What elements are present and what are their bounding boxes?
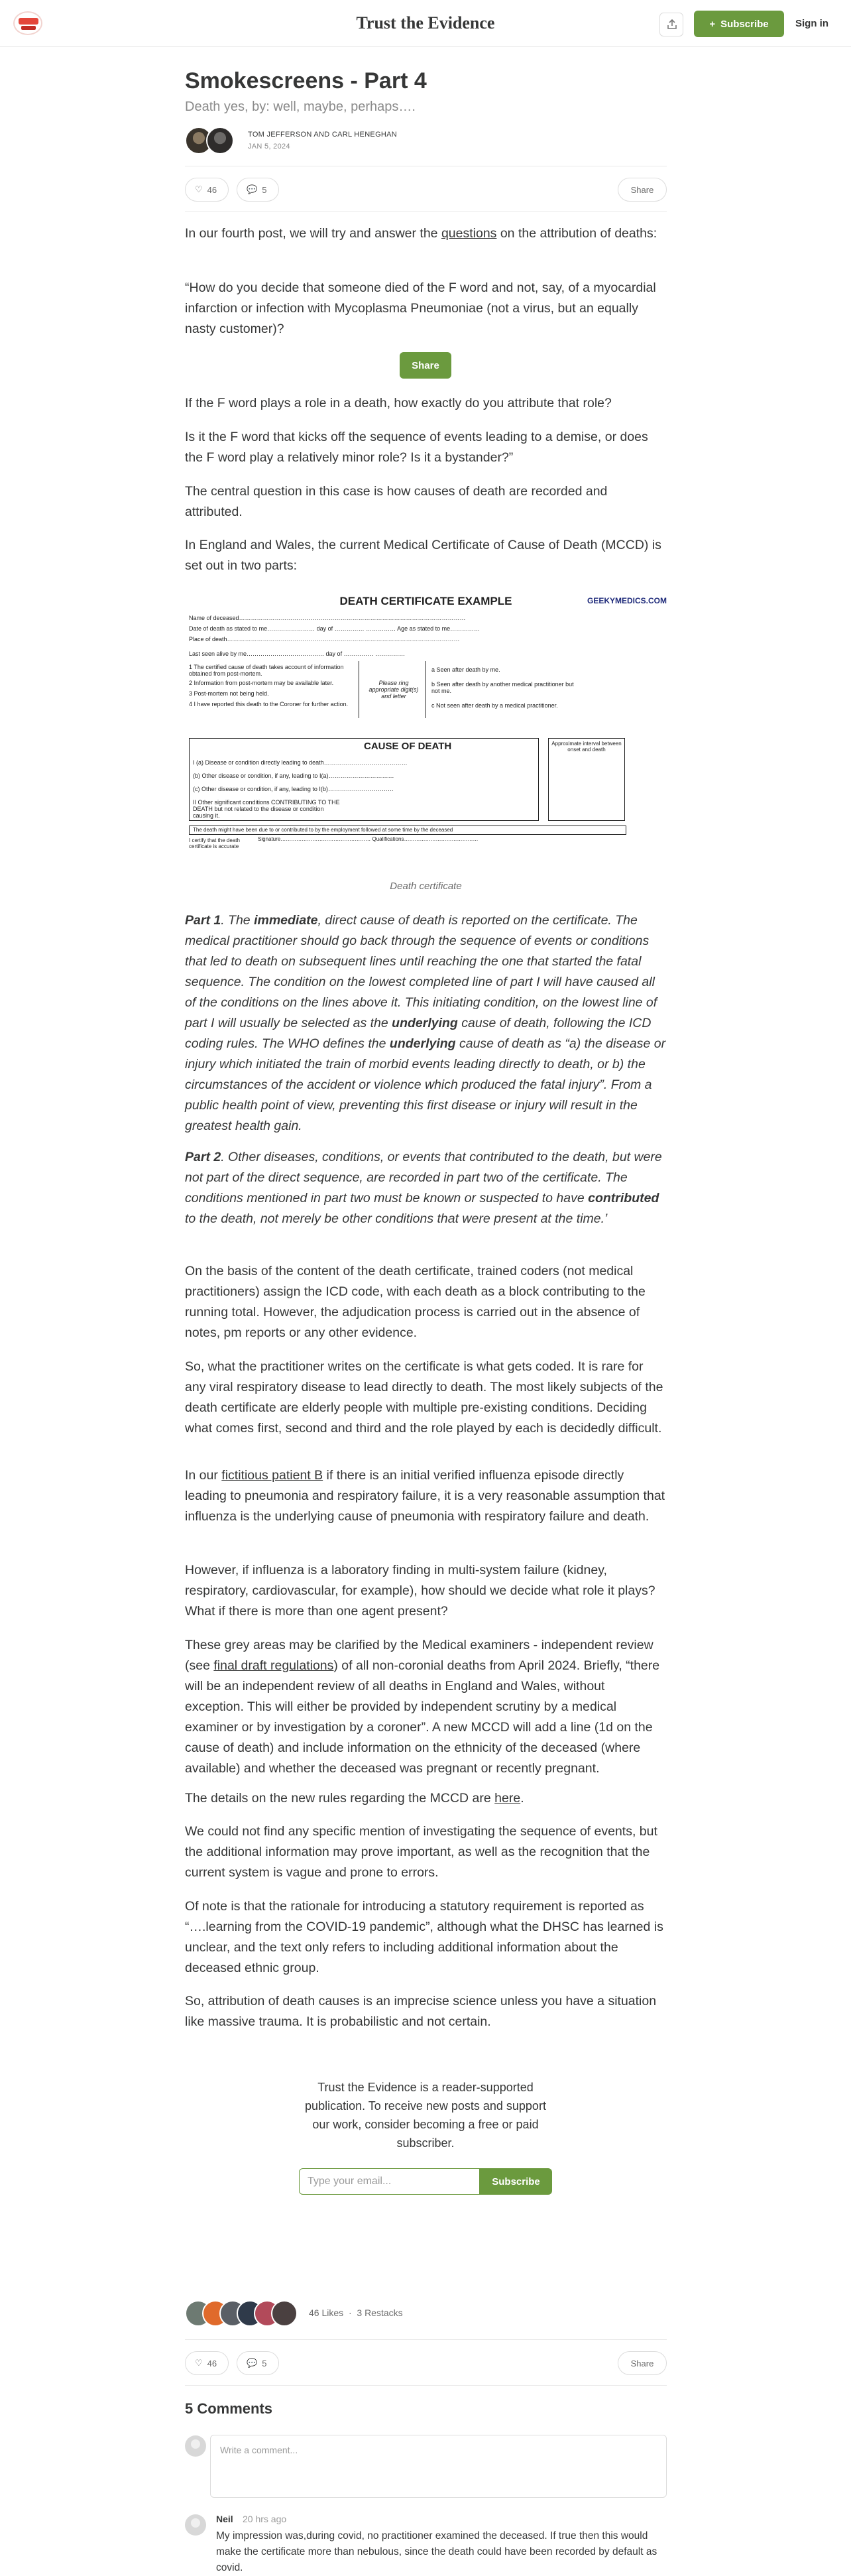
cert-line: (c) Other disease or condition, if any, leading to I(b)…………………………… bbox=[193, 786, 394, 792]
paragraph-intro: In our fourth post, we will try and answer the questions on the attribution of deaths: bbox=[185, 226, 657, 241]
cert-line: Place of death……………………………………………………………………………………………………… bbox=[189, 636, 460, 643]
paragraph-part2: Part 2. Other diseases, conditions, or events that contributed to the death, but were not part of the direct sequence, are recorded in part two of the certificate. The conditions mentioned in part two must be known or suspected to have contributed to the death, not merely be other conditions that were present at the time.’ bbox=[185, 1150, 662, 1226]
comment-icon: 💬 bbox=[247, 184, 258, 194]
likers-facepile[interactable] bbox=[185, 2300, 304, 2328]
cert-line: a Seen after death by me. bbox=[431, 666, 500, 673]
share-icon bbox=[666, 19, 678, 31]
paragraph: These grey areas may be clarified by the Medical examiners - independent review (see final draft regulations) of all non-coronial deaths from April 2024. Briefly, “there will be an independent review of all deaths in England and Wales, without exception. This will either be provided by independent scrutiny by a medical examiner or by investigation by a coroner”. A new MCCD will add a line (1d on the cause of death) and include information on the ethnicity of the deceased (where available) and whether the deceased was pregnant or recently pregnant. bbox=[185, 1638, 660, 1776]
paragraph: We could not find any specific mention of investigating the sequence of events, but the additional information may prove important, as well as the recognition that the current system is vague and prone to errors. bbox=[185, 1824, 657, 1880]
paragraph: Is it the F word that kicks off the sequence of events leading to a demise, or does the F word play a relatively minor role? Is it a bystander?” bbox=[185, 430, 648, 465]
questions-link[interactable]: questions bbox=[441, 226, 497, 241]
paragraph: So, attribution of death causes is an imprecise science unless you have a situation like massive trauma. It is probabilistic and not certain. bbox=[185, 1994, 657, 2029]
separator: · bbox=[348, 2307, 352, 2318]
subscribe-label: Subscribe bbox=[720, 18, 769, 30]
paragraph: In England and Wales, the current Medical Certificate of Cause of Death (MCCD) is set out in two parts: bbox=[185, 538, 661, 573]
image-caption: Death certificate bbox=[390, 881, 462, 892]
comment-input[interactable]: Write a comment... bbox=[210, 2435, 667, 2498]
share-button[interactable]: Share bbox=[618, 178, 667, 202]
death-certificate-image[interactable] bbox=[185, 592, 667, 849]
comment-icon: 💬 bbox=[247, 2358, 258, 2368]
post-title: Smokescreens - Part 4 bbox=[185, 68, 427, 93]
restacks-count-text[interactable]: 3 Restacks bbox=[357, 2307, 403, 2318]
cert-line: The death might have been due to or contributed to by the employment followed at some time by the deceased bbox=[193, 827, 453, 833]
comments-button[interactable] bbox=[237, 2351, 279, 2375]
cert-divider bbox=[425, 661, 426, 718]
likes-count-text[interactable]: 46 Likes bbox=[309, 2307, 344, 2318]
comments-heading: 5 Comments bbox=[185, 2400, 273, 2417]
heart-icon: ♡ bbox=[195, 184, 203, 194]
cert-line: II Other significant conditions CONTRIBUTING TO THE DEATH but not related to the disease or condition causing it. bbox=[193, 799, 340, 819]
post-authors[interactable]: TOM JEFFERSON AND CARL HENEGHAN bbox=[248, 131, 398, 139]
paragraph: The central question in this case is how causes of death are recorded and attributed. bbox=[185, 484, 608, 519]
paragraph: However, if influenza is a laboratory finding in multi-system failure (kidney, respiratory, cardiovascular, for example), how should we decide what role it plays? What if there is more than one agent present? bbox=[185, 1563, 655, 1619]
sign-in-link[interactable]: Sign in bbox=[795, 18, 828, 29]
cause-of-death-title: CAUSE OF DEATH bbox=[364, 741, 452, 752]
email-input[interactable]: Type your email... bbox=[299, 2168, 480, 2195]
cert-line: Approximate interval between onset and death bbox=[551, 741, 622, 753]
top-navigation-bar bbox=[0, 0, 851, 47]
here-link[interactable]: here bbox=[494, 1791, 521, 1806]
post-action-bar-top bbox=[185, 166, 667, 212]
paragraph: Of note is that the rationale for introducing a statutory requirement is reported as “….learning from the COVID-19 pandemic”, although what the DHSC has learned is unclear, and the text only refers to including additional information about the deceased ethnic group. bbox=[185, 1899, 663, 1975]
subscribe-submit-button[interactable]: Subscribe bbox=[480, 2168, 552, 2195]
publication-title[interactable]: Trust the Evidence bbox=[356, 13, 495, 32]
share-button-inline[interactable]: Share bbox=[400, 352, 451, 379]
commenter-name[interactable]: Neil bbox=[216, 2514, 233, 2524]
paragraph-part1: Part 1. The immediate, direct cause of death is reported on the certificate. The medical practitioner should go back through the sequence of events or conditions that led to death on subsequent lines until reaching the one that started the fatal sequence. The condition on the lowest completed line of part I will have caused all of the conditions on the lines above it. This initiating condition, on the lowest line of part I will usually be selected as the underlying cause of death, following the ICD coding rules. The WHO defines the underlying cause of death as “a) the disease or injury which initiated the train of morbid events leading directly to death, or b) the circumstances of the accident or violence which produced the fatal injury”. From a public health point of view, preventing this first disease or injury will result in the greatest health gain. bbox=[185, 913, 666, 1133]
author-avatars[interactable] bbox=[185, 127, 238, 156]
cert-line: 3 Post-mortem not being held. bbox=[189, 690, 269, 697]
paragraph: The details on the new rules regarding the MCCD are here. bbox=[185, 1791, 524, 1806]
post-date: JAN 5, 2024 bbox=[248, 143, 290, 151]
fictitious-patient-link[interactable]: fictitious patient B bbox=[221, 1468, 323, 1483]
commenter-avatar[interactable] bbox=[185, 2514, 206, 2536]
cert-line: Date of death as stated to me…………………… day of …………… …………… Age as stated to me…………… bbox=[189, 625, 481, 632]
share-button[interactable]: Share bbox=[618, 2351, 667, 2375]
likes-restacks-summary[interactable] bbox=[309, 2307, 403, 2318]
cert-line: Signature…………………………………………… Qualifications…………………………………… bbox=[258, 836, 479, 842]
share-icon-button[interactable] bbox=[659, 13, 683, 36]
like-count: 46 bbox=[207, 2358, 217, 2368]
like-button[interactable] bbox=[185, 2351, 229, 2375]
comment-time[interactable]: 20 hrs ago bbox=[243, 2514, 287, 2524]
post-action-bar-bottom bbox=[185, 2339, 667, 2386]
cert-line: Name of deceased…………………………………………………………………………………………………… bbox=[189, 615, 466, 621]
paragraph: So, what the practitioner writes on the certificate is what gets coded. It is rare for any viral respiratory disease to lead directly to death. The most likely subjects of the death certificate are elderly people with multiple pre-existing conditions. Deciding what comes first, second and third and the role played by each is decidedly difficult. bbox=[185, 1359, 663, 1436]
like-button[interactable] bbox=[185, 178, 229, 202]
comments-button[interactable] bbox=[237, 178, 279, 202]
subscribe-button[interactable] bbox=[694, 11, 784, 37]
cert-line: 4 I have reported this death to the Coroner for further action. bbox=[189, 701, 349, 707]
user-avatar bbox=[185, 2435, 206, 2457]
avatar[interactable] bbox=[271, 2300, 298, 2327]
final-draft-regulations-link[interactable]: final draft regulations bbox=[213, 1658, 334, 1673]
heart-icon: ♡ bbox=[195, 2358, 203, 2368]
certificate-watermark: GEEKYMEDICS.COM bbox=[587, 596, 667, 605]
paragraph: On the basis of the content of the death certificate, trained coders (not medical practitioners) assign the ICD code, with each death as a block contributing to the running total. However, the adjudication process is carried out in the absence of notes, pm reports or any other evidence. bbox=[185, 1264, 646, 1340]
cert-line: (b) Other disease or condition, if any, leading to I(a)…………………………… bbox=[193, 772, 394, 779]
subscribe-pitch: Trust the Evidence is a reader-supported publication. To receive new posts and support our work, consider becoming a free or paid subscriber. bbox=[305, 2081, 546, 2150]
plus-icon: + bbox=[709, 18, 716, 30]
avatar[interactable] bbox=[206, 127, 234, 154]
paragraph-quote: “How do you decide that someone died of the F word and not, say, of a myocardial infarction or infection with Mycoplasma Pneumoniae (not a virus, but an equally nasty customer)? bbox=[185, 280, 656, 336]
cert-line: 1 The certified cause of death takes account of information obtained from post-mortem. bbox=[189, 664, 344, 677]
cert-line: I (a) Disease or condition directly leading to death…………………………………… bbox=[193, 759, 408, 766]
post-subtitle: Death yes, by: well, maybe, perhaps…. bbox=[185, 99, 416, 114]
comment-count: 5 bbox=[262, 184, 267, 195]
like-count: 46 bbox=[207, 184, 217, 195]
cert-line: 2 Information from post-mortem may be available later. bbox=[189, 680, 334, 686]
cert-line: Please ring appropriate digit(s) and letter bbox=[369, 680, 419, 700]
comment-count: 5 bbox=[262, 2358, 267, 2368]
comment-body: My impression was,during covid, no practitioner examined the deceased. If true then this would make the certificate more than nebulous, since the death could have been recorded by default as covid. bbox=[216, 2530, 657, 2573]
certificate-title: DEATH CERTIFICATE EXAMPLE bbox=[339, 595, 512, 607]
paragraph: In our fictitious patient B if there is an initial verified influenza episode directly leading to pneumonia and respiratory failure, it is a very reasonable assumption that influenza is the underlying cause of pneumonia with respiratory failure and death. bbox=[185, 1468, 665, 1524]
cert-line: c Not seen after death by a medical practitioner. bbox=[431, 702, 558, 709]
cert-line: b Seen after death by another medical practitioner but not me. bbox=[431, 681, 574, 694]
cert-line: I certify that the death certificate is accurate bbox=[189, 837, 240, 849]
cert-line: Last seen alive by me………………………………… day of …………… …………… bbox=[189, 650, 406, 657]
paragraph: If the F word plays a role in a death, how exactly do you attribute that role? bbox=[185, 396, 612, 410]
